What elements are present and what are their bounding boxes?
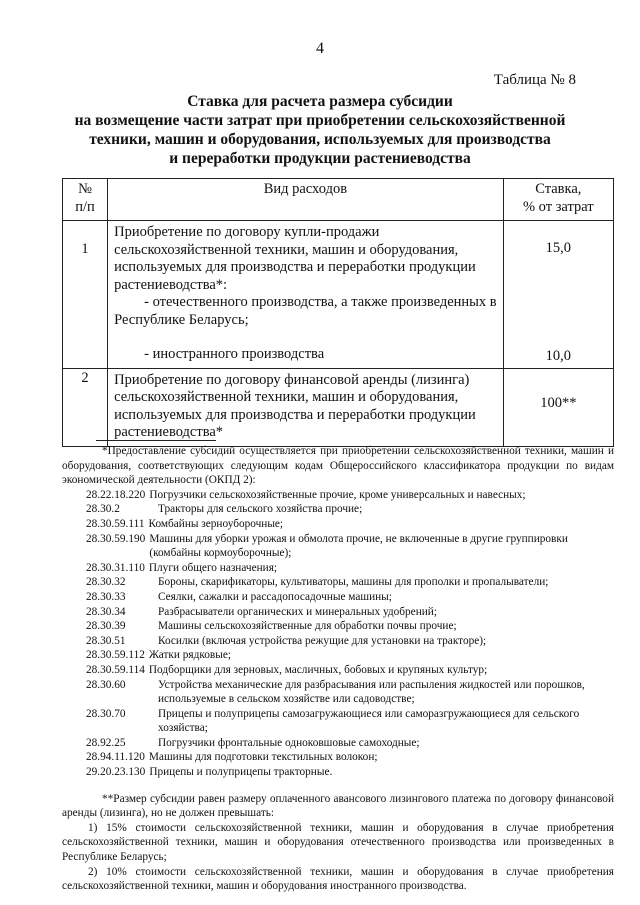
header-number xyxy=(63,179,108,221)
okpd-code-row xyxy=(86,619,614,634)
okpd-code-name: Прицепы и полуприцепы самозагружающиеся или саморазгружающиеся для сельского хозяйства; xyxy=(158,707,580,735)
okpd-code-row xyxy=(86,575,614,590)
okpd-code: 28.94.11.120 xyxy=(86,751,145,764)
okpd-code-row xyxy=(86,488,614,503)
okpd-code: 28.30.32 xyxy=(86,576,126,589)
row-description xyxy=(108,368,504,446)
okpd-code-name: Комбайны зерноуборочные; xyxy=(148,517,284,530)
footnote-leasing-intro: **Размер субсидии равен размеру оплаченного авансового лизингового платежа по договору финансовой аренды (лизинга), но не должен превышать: xyxy=(62,792,614,820)
description-line: Приобретение по договору финансовой аренды (лизинга) xyxy=(114,371,470,388)
description-line: используемых для производства и переработки продукции xyxy=(114,259,476,275)
rate-domestic: 15,0 xyxy=(545,240,571,256)
okpd-code: 28.30.33 xyxy=(86,590,126,603)
okpd-code: 28.30.59.114 xyxy=(86,663,145,676)
okpd-code-row xyxy=(86,678,614,707)
okpd-code-row xyxy=(86,561,614,576)
okpd-code: 28.30.39 xyxy=(86,620,126,633)
table-label: Таблица № 8 xyxy=(493,72,576,88)
domestic-production-item-cont: Республике Беларусь; xyxy=(114,311,249,328)
header-number-line1: № xyxy=(78,181,92,197)
okpd-code-row xyxy=(86,707,614,736)
footnotes xyxy=(62,444,614,894)
okpd-code-name: Тракторы для сельского хозяйства прочие; xyxy=(158,503,363,516)
header-expense-type xyxy=(108,179,504,221)
okpd-code: 28.30.60 xyxy=(86,678,126,691)
title-line: техники, машин и оборудования, используемых для производства xyxy=(89,131,551,148)
okpd-code: 28.30.70 xyxy=(86,707,126,720)
okpd-code-name: Косилки (включая устройства режущие для установки на тракторе); xyxy=(158,634,487,647)
okpd-code-name: Машины для подготовки текстильных волокон; xyxy=(148,751,378,764)
okpd-code-name: Погрузчики сельскохозяйственные прочие, кроме универсальных и навесных; xyxy=(149,488,526,501)
okpd-code-row xyxy=(86,502,614,517)
okpd-code-name: Прицепы и полуприцепы тракторные. xyxy=(149,766,333,779)
okpd-code-row xyxy=(86,517,614,532)
okpd-code: 28.30.2 xyxy=(86,503,120,516)
row-number: 2 xyxy=(63,368,108,446)
okpd-code: 28.22.18.220 xyxy=(86,488,146,501)
okpd-code: 28.30.51 xyxy=(86,634,126,647)
description-line: растениеводства*: xyxy=(114,276,228,293)
description-line: растениеводства* xyxy=(114,424,224,440)
okpd-code: 28.30.59.112 xyxy=(86,649,145,662)
okpd-code-row xyxy=(86,736,614,751)
description-line: используемых для производства и переработки продукции xyxy=(114,406,476,423)
domestic-production-item: - отечественного производства, а также произведенных в xyxy=(144,294,497,310)
footnote-okpd-intro: *Предоставление субсидий осуществляется при приобретении сельскохозяйственной техники, машин и оборудования, соответствующих следующим кодам Общероссийского классификатора продукции по видам экономической деятельности (ОКПД 2): xyxy=(62,445,614,487)
row-rate xyxy=(503,221,613,369)
okpd-code-row xyxy=(86,532,614,561)
okpd-code-name: Плуги общего назначения; xyxy=(148,561,278,574)
subsidy-rate-table xyxy=(62,178,614,447)
page-number: 4 xyxy=(316,40,324,57)
okpd-code-row xyxy=(86,750,614,765)
header-expense-type-label: Вид расходов xyxy=(263,181,348,197)
row-rate: 100** xyxy=(503,368,613,446)
description-line: Приобретение по договору купли-продажи xyxy=(114,224,380,240)
footnote-divider xyxy=(96,440,216,441)
okpd-code-row xyxy=(86,634,614,649)
okpd-code-name: Разбрасыватели органических и минеральных удобрений; xyxy=(158,605,437,618)
header-number-line2: п/п xyxy=(75,198,95,215)
footnote-leasing-item: 2) 10% стоимости сельскохозяйственной техники, машин и оборудования в случае приобретения сельскохозяйственной техники, машин и оборудования иностранного производства. xyxy=(62,865,614,893)
footnote-leasing-item: 1) 15% стоимости сельскохозяйственной техники, машин и оборудования в случае приобретения сельскохозяйственной техники, машин и оборудования отечественного производства или произведенных в Республике Беларусь; xyxy=(62,821,614,864)
title-line: и переработки продукции растениеводства xyxy=(169,150,471,167)
row-description xyxy=(108,221,504,369)
okpd-code-name: Машины для уборки урожая и обмолота прочие, не включенные в другие группировки (комбайны кормоуборочные); xyxy=(149,532,568,560)
okpd-code-row xyxy=(86,590,614,605)
okpd-code: 29.20.23.130 xyxy=(86,766,146,779)
table-row xyxy=(63,221,614,369)
okpd-code-name: Жатки рядковые; xyxy=(148,649,231,662)
okpd-code-name: Устройства механические для разбрасывания или распыления жидкостей или порошков, используемые в сельском хозяйстве или садоводстве; xyxy=(158,678,585,706)
okpd-code-row xyxy=(86,648,614,663)
document-title xyxy=(60,92,580,168)
title-line: Ставка для расчета размера субсидии xyxy=(187,93,453,110)
okpd-code: 28.92.25 xyxy=(86,736,126,749)
okpd-code-name: Погрузчики фронтальные одноковшовые самоходные; xyxy=(158,736,420,749)
okpd-code: 28.30.31.110 xyxy=(86,561,145,574)
header-rate-line1: Ставка, xyxy=(535,181,582,197)
rate-foreign: 10,0 xyxy=(545,348,571,364)
okpd-code-name: Подборщики для зерновых, масличных, бобовых и крупяных культур; xyxy=(148,663,488,676)
okpd-code-row xyxy=(86,765,614,780)
okpd-code: 28.30.59.190 xyxy=(86,532,146,545)
okpd-code-name: Сеялки, сажалки и рассадопосадочные машины; xyxy=(158,590,392,603)
title-line: на возмещение части затрат при приобретении сельскохозяйственной xyxy=(74,112,566,129)
table-header-row xyxy=(63,179,614,221)
description-line: сельскохозяйственной техники, машин и оборудования, xyxy=(114,241,459,258)
row-number: 1 xyxy=(63,221,108,369)
okpd-code: 28.30.34 xyxy=(86,605,126,618)
okpd-code-list xyxy=(86,488,614,780)
table-row xyxy=(63,368,614,446)
foreign-production-item: - иностранного производства xyxy=(144,346,325,362)
okpd-code-row xyxy=(86,663,614,678)
header-rate xyxy=(503,179,613,221)
header-rate-line2: % от затрат xyxy=(522,198,594,215)
okpd-code-row xyxy=(86,605,614,620)
okpd-code-name: Бороны, скарификаторы, культиваторы, машины для прополки и пропалыватели; xyxy=(158,576,549,589)
description-line: сельскохозяйственной техники, машин и оборудования, xyxy=(114,389,459,405)
okpd-code: 28.30.59.111 xyxy=(86,517,145,530)
okpd-code-name: Машины сельскохозяйственные для обработки почвы прочие; xyxy=(158,620,457,633)
